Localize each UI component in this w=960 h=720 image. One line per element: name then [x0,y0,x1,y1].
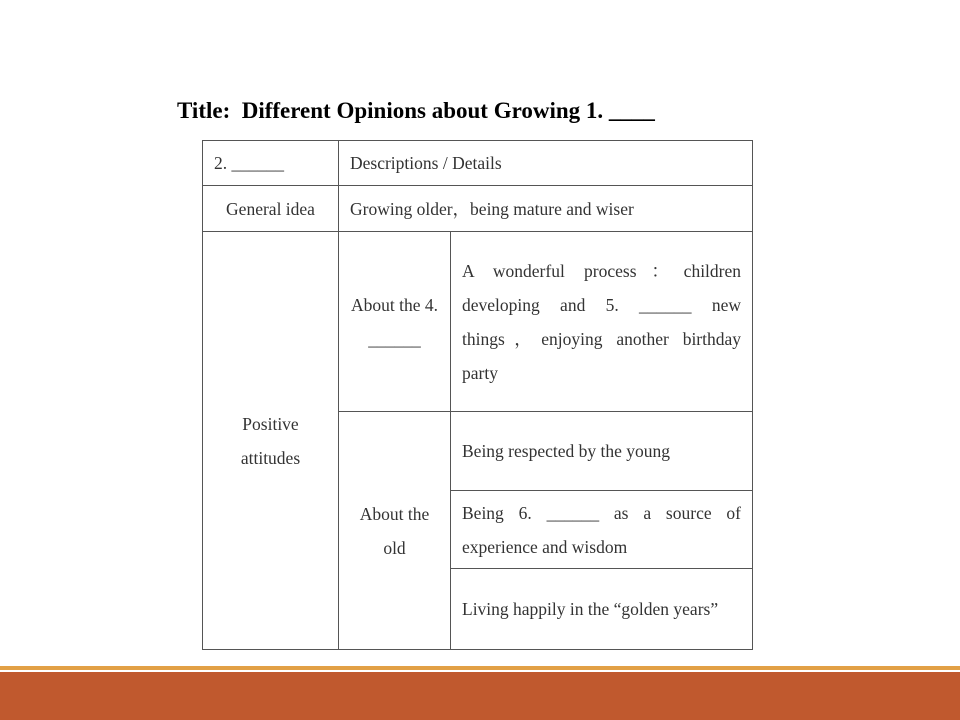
table-row [203,232,753,412]
old-detail-respected: Being respected by the young [451,412,753,491]
general-idea-desc: Growing older，being mature and wiser [339,186,753,232]
positive-attitudes-label: Positive attitudes [203,232,339,650]
header-blank-2: 2. ______ [203,141,339,186]
header-descriptions: Descriptions / Details [339,141,753,186]
old-detail-source: Being 6. ______ as a source of experience and wisdom [451,491,753,569]
notes-table [202,140,753,650]
footer-bar [0,672,960,720]
old-detail-golden: Living happily in the “golden years” [451,569,753,650]
about-old-label: About the old [339,412,451,650]
footer-accent-line [0,666,960,670]
young-detail: A wonderful process：children developing and 5. ______ new things，enjoying another birthday party [451,232,753,412]
slide-title: Title: Different Opinions about Growing 1. ____ [177,98,655,123]
general-idea-label: General idea [203,186,339,232]
about-young-label: About the 4. ______ [339,232,451,412]
table-row [203,141,753,186]
table-row [203,186,753,232]
